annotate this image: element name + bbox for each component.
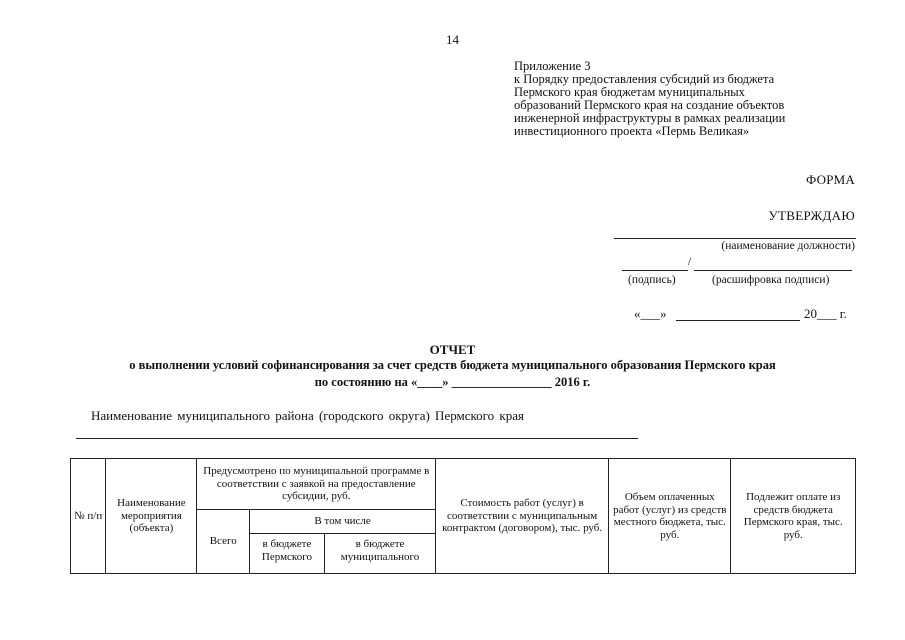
report-title: ОТЧЕТ (429, 342, 476, 357)
date-day: «___» (634, 306, 667, 321)
municipality-label: Наименование муниципального района (городского округа) Пермского края (91, 408, 524, 423)
form-label: ФОРМА (806, 172, 855, 187)
date-year: 20___ г. (804, 306, 847, 321)
position-line (614, 238, 856, 239)
report-table (70, 458, 856, 574)
header-name: Наименование мероприятия (объекта) (106, 459, 197, 574)
signature-caption: (подпись) (628, 274, 676, 286)
position-caption: (наименование должности) (721, 240, 855, 252)
page-number: 14 (446, 32, 459, 47)
header-perm-budget: в бюджете Пермского (250, 534, 325, 574)
header-mun-budget: в бюджете муниципального (324, 534, 435, 574)
header-cost: Стоимость работ (услуг) в соответствии с муниципальным контрактом (договором), тыс. руб. (436, 459, 609, 574)
approval-title: УТВЕРЖДАЮ (768, 208, 855, 223)
appendix-line: инженерной инфраструктуры в рамках реализации (514, 111, 786, 125)
appendix-line: инвестиционного проекта «Пермь Великая» (514, 124, 750, 138)
report-as-of: по состоянию на «____» ________________ 2016 г. (314, 375, 591, 389)
appendix-block (514, 60, 874, 138)
header-paid: Объем оплаченных работ (услуг) из средств местного бюджета, тыс. руб. (609, 459, 731, 574)
header-num: № п/п (71, 459, 106, 574)
appendix-line: Пермского края бюджетам муниципальных (514, 85, 745, 99)
header-total: Всего (197, 510, 250, 574)
municipality-line (76, 438, 638, 439)
decode-line (694, 270, 852, 271)
appendix-line: образований Пермского края на создание объектов (514, 98, 785, 112)
header-including: В том числе (250, 510, 436, 534)
date-month-line (676, 320, 800, 321)
report-subtitle: о выполнении условий софинансирования за счет средств бюджета муниципального образования Пермского края (129, 358, 776, 372)
appendix-line: Приложение 3 (514, 59, 591, 73)
signature-line (622, 270, 688, 271)
decode-caption: (расшифровка подписи) (712, 274, 830, 286)
header-to-pay: Подлежит оплате из средств бюджета Пермского края, тыс. руб. (731, 459, 856, 574)
appendix-line: к Порядку предоставления субсидий из бюджета (514, 72, 775, 86)
header-planned: Предусмотрено по муниципальной программе в соответствии с заявкой на предоставление субсидии, руб. (197, 459, 436, 510)
signature-slash: / (688, 256, 692, 268)
